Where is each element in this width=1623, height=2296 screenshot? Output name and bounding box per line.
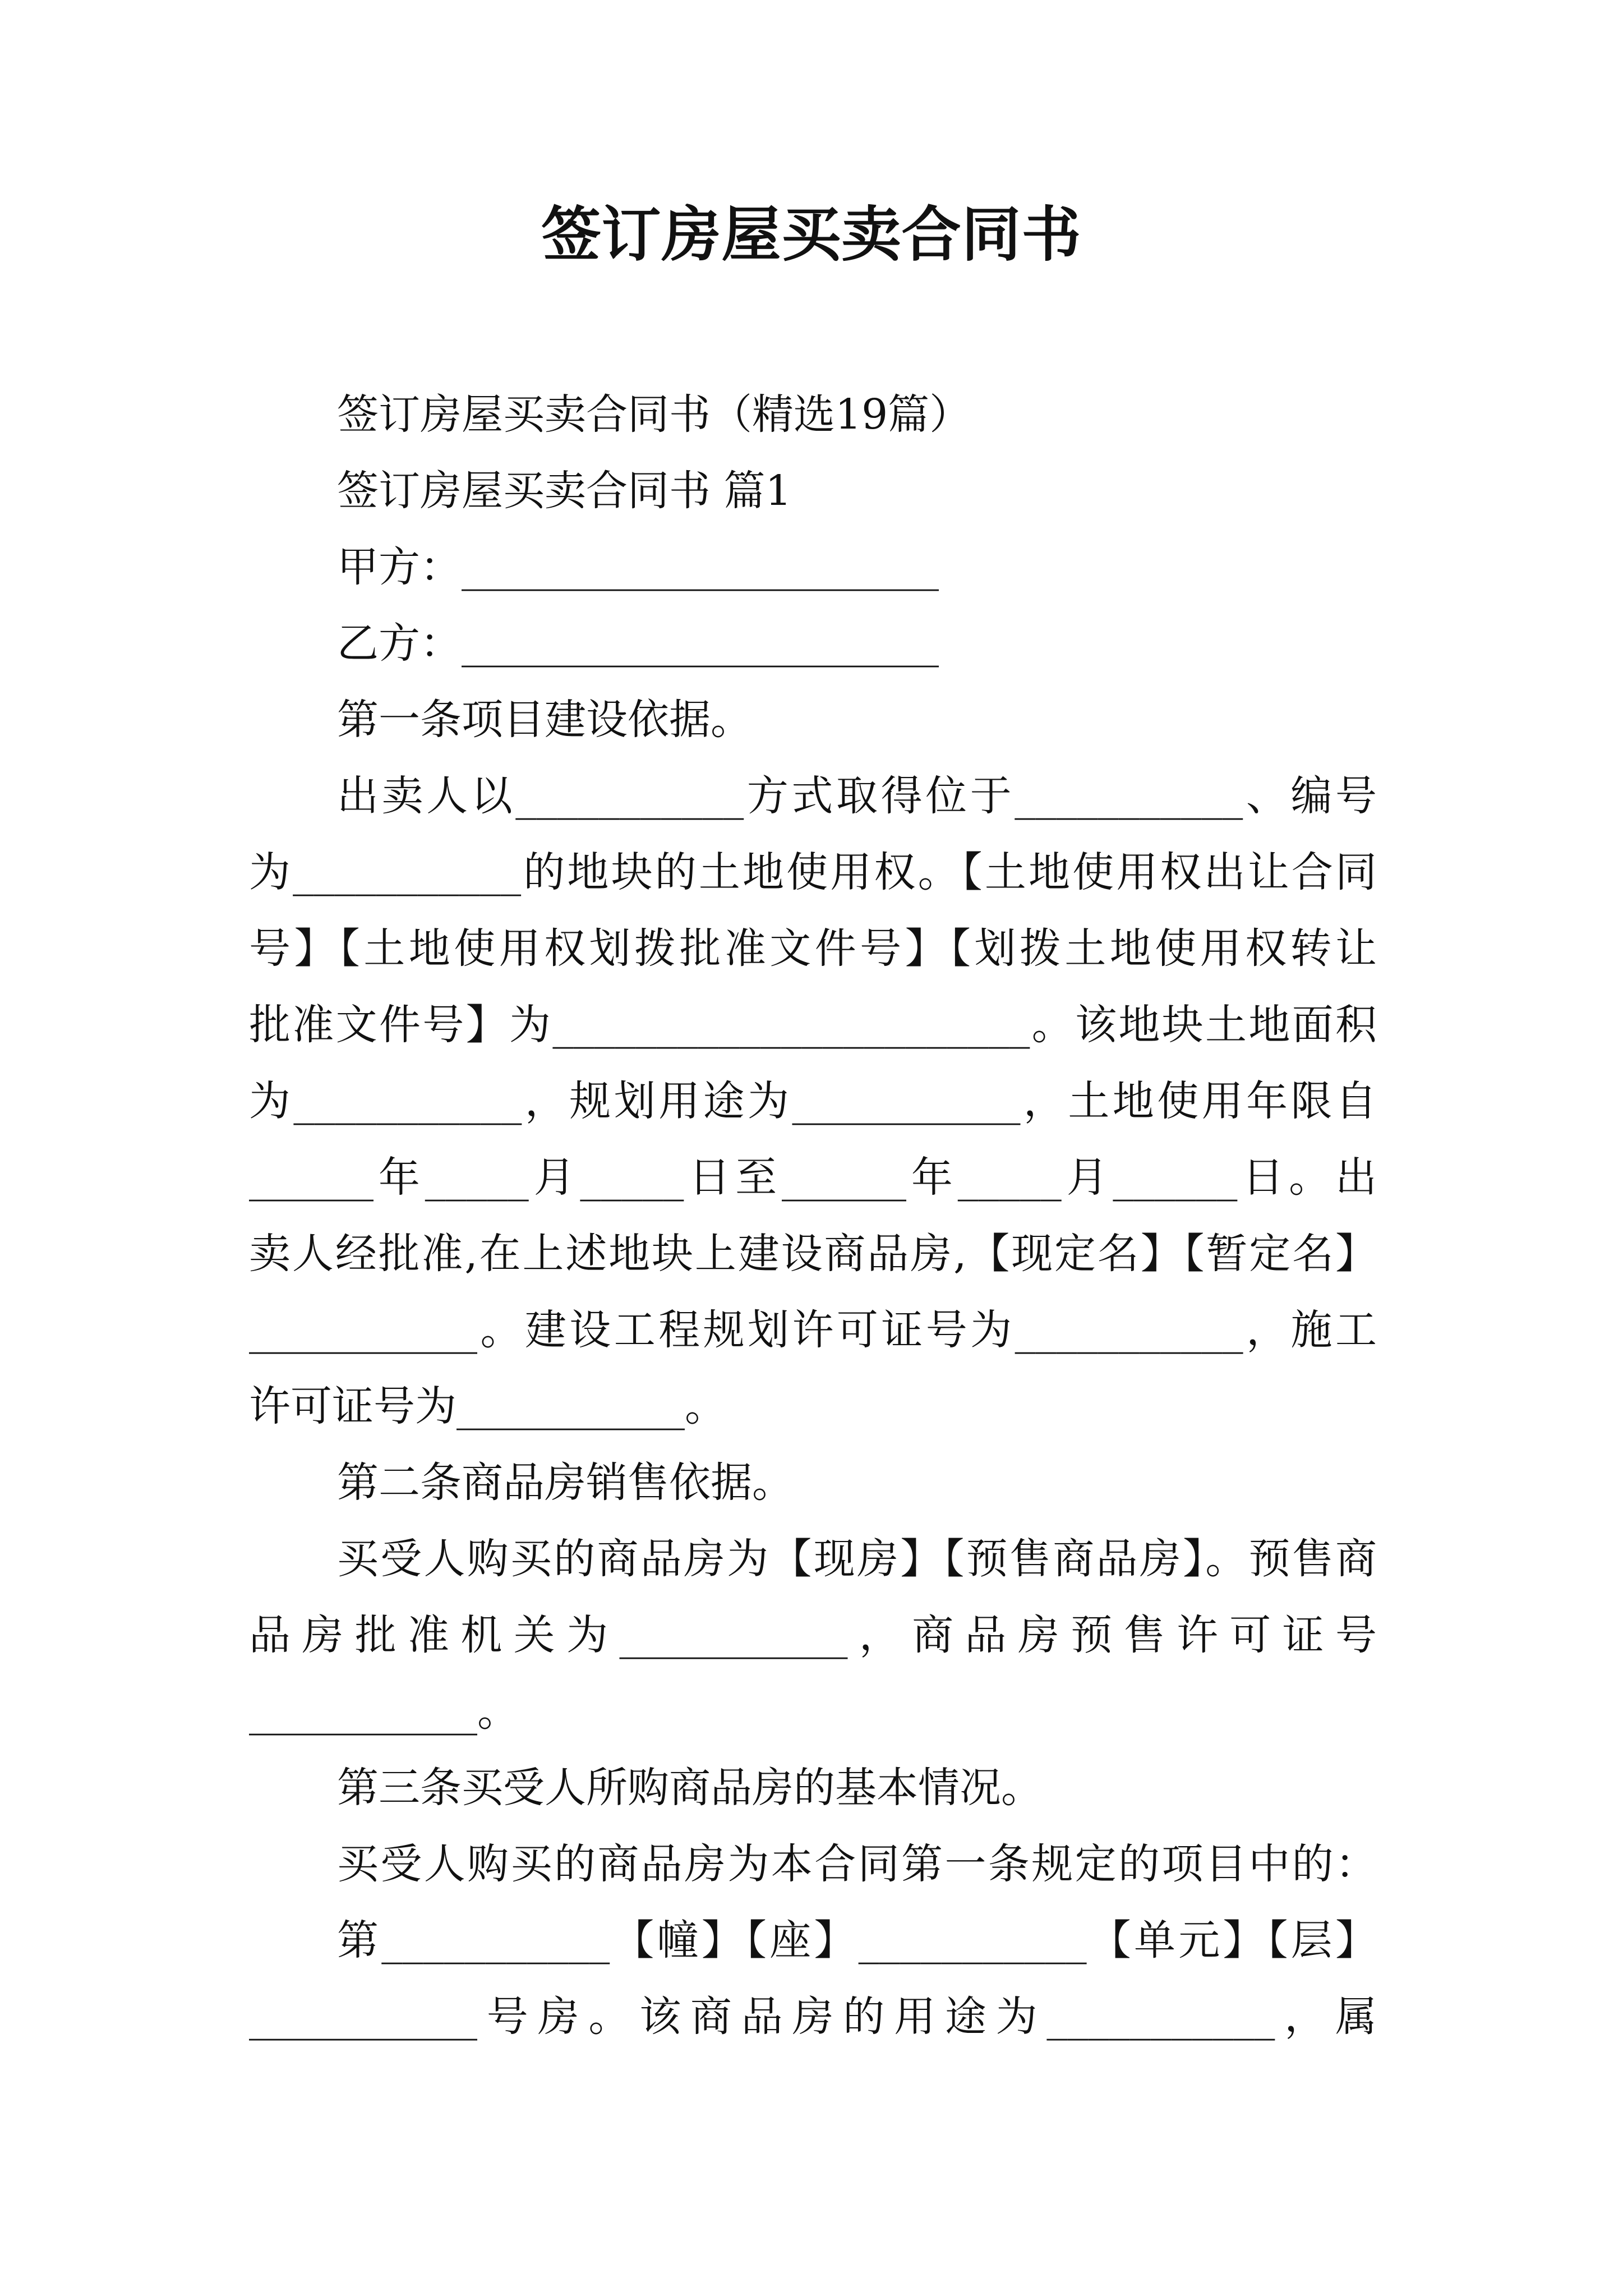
- party-b-line: 乙方：_______________________: [337, 619, 939, 668]
- article-1-body-line: 卖人经批准,在上述地块上建设商品房,【现定名】【暂定名】: [249, 1230, 1377, 1278]
- document-subtitle: 签订房屋买卖合同书（精选19篇）: [337, 390, 971, 439]
- article-1-body-line: ___________。建设工程规划许可证号为___________，施工: [249, 1306, 1377, 1354]
- contract-heading: 签订房屋买卖合同书 篇1: [337, 467, 792, 515]
- article-1-body-line: 号】【土地使用权划拨批准文件号】【划拨土地使用权转让: [249, 924, 1377, 973]
- article-1-body-line: 出卖人以___________方式取得位于___________、编号: [337, 772, 1377, 820]
- party-a-line: 甲方：_______________________: [337, 543, 939, 591]
- article-2-heading: 第二条商品房销售依据。: [337, 1458, 794, 1507]
- article-1-body-line: 批准文件号】为_______________________。该地块土地面积: [249, 1001, 1377, 1049]
- article-1-body-line: ______年_____月_____日至______年_____月______日。出: [249, 1153, 1377, 1202]
- article-1-body-line: 为___________，规划用途为___________，土地使用年限自: [249, 1077, 1377, 1125]
- article-2-body-line: 品房批准机关为___________，商品房预售许可证号: [249, 1611, 1377, 1659]
- article-3-body-line: 第___________【幢】【座】___________【单元】【层】: [337, 1916, 1377, 1964]
- article-3-heading: 第三条买受人所购商品房的基本情况。: [337, 1764, 1043, 1812]
- article-1-body-line: 为___________的地块的土地使用权。【土地使用权出让合同: [249, 848, 1377, 896]
- article-1-heading: 第一条项目建设依据。: [337, 696, 752, 744]
- document-body: [249, 376, 1377, 2055]
- article-2-body-line: ___________。: [249, 1687, 519, 1736]
- article-2-body-line: 买受人购买的商品房为【现房】【预售商品房】。预售商: [337, 1535, 1377, 1583]
- document-title: 签订房屋买卖合同书: [541, 199, 1082, 269]
- article-3-body-line: 买受人购买的商品房为本合同第一条规定的项目中的：: [337, 1840, 1377, 1888]
- article-1-body-line: 许可证号为___________。: [249, 1382, 726, 1430]
- article-3-body-line: ___________号房。该商品房的用途为___________，属: [249, 1993, 1377, 2041]
